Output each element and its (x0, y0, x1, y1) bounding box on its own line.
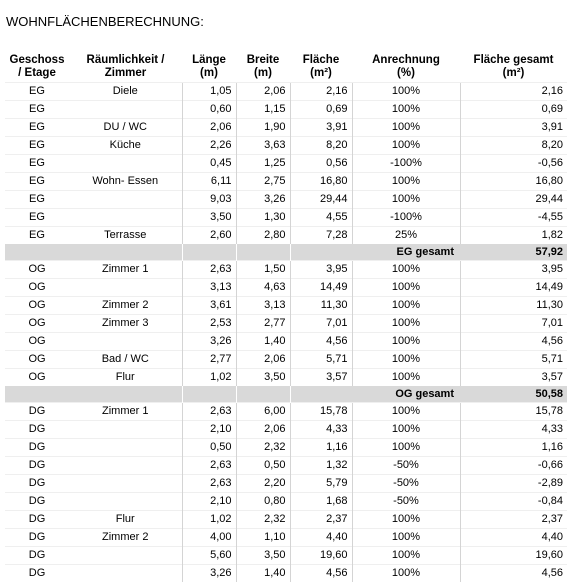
length-cell: 2,63 (182, 403, 236, 421)
total-area-cell: 14,49 (460, 279, 567, 297)
room-cell: Zimmer 2 (69, 297, 182, 315)
credit-percent-cell: 100% (352, 83, 460, 101)
table-header (5, 51, 567, 83)
floor-cell: DG (5, 403, 69, 421)
subtotal-row (5, 386, 567, 403)
credit-percent-cell: 100% (352, 439, 460, 457)
room-cell: DU / WC (69, 119, 182, 137)
area-cell: 0,69 (290, 101, 352, 119)
subtotal-spacer (290, 244, 352, 261)
table-row (5, 101, 567, 119)
width-cell: 3,63 (236, 137, 290, 155)
subtotal-spacer (182, 386, 236, 403)
subtotal-spacer (5, 244, 69, 261)
credit-percent-cell: 100% (352, 403, 460, 421)
credit-percent-cell: 100% (352, 547, 460, 565)
total-area-cell: 3,95 (460, 261, 567, 279)
length-cell: 2,63 (182, 261, 236, 279)
total-area-cell: 5,71 (460, 351, 567, 369)
width-cell: 2,32 (236, 439, 290, 457)
area-cell: 4,55 (290, 209, 352, 227)
width-cell: 1,40 (236, 565, 290, 582)
credit-percent-cell: 25% (352, 227, 460, 245)
subtotal-spacer (236, 244, 290, 261)
width-cell: 2,06 (236, 351, 290, 369)
width-cell: 6,00 (236, 403, 290, 421)
header-credit-percent: Anrechnung (%) (352, 51, 460, 83)
total-area-cell: 3,91 (460, 119, 567, 137)
floor-cell: EG (5, 155, 69, 173)
width-cell: 2,77 (236, 315, 290, 333)
total-area-cell: 2,37 (460, 511, 567, 529)
floor-cell: EG (5, 227, 69, 245)
area-cell: 1,16 (290, 439, 352, 457)
floor-cell: DG (5, 421, 69, 439)
area-cell: 8,20 (290, 137, 352, 155)
floor-cell: OG (5, 279, 69, 297)
subtotal-label: EG gesamt (352, 244, 460, 261)
floor-cell: EG (5, 137, 69, 155)
length-cell: 2,63 (182, 475, 236, 493)
table-row (5, 421, 567, 439)
credit-percent-cell: 100% (352, 297, 460, 315)
length-cell: 2,60 (182, 227, 236, 245)
floor-cell: DG (5, 475, 69, 493)
total-area-cell: 1,82 (460, 227, 567, 245)
width-cell: 2,06 (236, 421, 290, 439)
width-cell: 3,13 (236, 297, 290, 315)
credit-percent-cell: 100% (352, 511, 460, 529)
floor-cell: DG (5, 547, 69, 565)
floor-cell: DG (5, 511, 69, 529)
table-row (5, 511, 567, 529)
room-cell (69, 457, 182, 475)
table-row (5, 297, 567, 315)
table-body (5, 83, 567, 582)
width-cell: 1,10 (236, 529, 290, 547)
credit-percent-cell: -50% (352, 493, 460, 511)
width-cell: 1,30 (236, 209, 290, 227)
table-row (5, 565, 567, 582)
table-row (5, 279, 567, 297)
credit-percent-cell: -100% (352, 155, 460, 173)
credit-percent-cell: -50% (352, 475, 460, 493)
total-area-cell: 16,80 (460, 173, 567, 191)
width-cell: 3,50 (236, 369, 290, 387)
room-cell (69, 565, 182, 582)
length-cell: 4,00 (182, 529, 236, 547)
width-cell: 3,50 (236, 547, 290, 565)
subtotal-row (5, 244, 567, 261)
area-cell: 2,16 (290, 83, 352, 101)
room-cell (69, 191, 182, 209)
total-area-cell: 1,16 (460, 439, 567, 457)
room-cell (69, 547, 182, 565)
room-cell: Diele (69, 83, 182, 101)
total-area-cell: 4,40 (460, 529, 567, 547)
area-calculation-table (5, 51, 567, 582)
room-cell: Zimmer 1 (69, 403, 182, 421)
total-area-cell: 19,60 (460, 547, 567, 565)
credit-percent-cell: 100% (352, 279, 460, 297)
credit-percent-cell: 100% (352, 565, 460, 582)
length-cell: 3,13 (182, 279, 236, 297)
floor-cell: OG (5, 261, 69, 279)
floor-cell: DG (5, 457, 69, 475)
floor-cell: DG (5, 439, 69, 457)
subtotal-value: 50,58 (460, 386, 567, 403)
width-cell: 2,20 (236, 475, 290, 493)
length-cell: 0,60 (182, 101, 236, 119)
room-cell: Bad / WC (69, 351, 182, 369)
table-row (5, 439, 567, 457)
room-cell: Wohn- Essen (69, 173, 182, 191)
credit-percent-cell: 100% (352, 191, 460, 209)
floor-cell: EG (5, 83, 69, 101)
total-area-cell: 7,01 (460, 315, 567, 333)
room-cell (69, 279, 182, 297)
length-cell: 2,63 (182, 457, 236, 475)
credit-percent-cell: 100% (352, 351, 460, 369)
area-cell: 3,91 (290, 119, 352, 137)
length-cell: 2,53 (182, 315, 236, 333)
credit-percent-cell: 100% (352, 261, 460, 279)
area-cell: 4,56 (290, 333, 352, 351)
width-cell: 4,63 (236, 279, 290, 297)
width-cell: 1,50 (236, 261, 290, 279)
table-row (5, 119, 567, 137)
total-area-cell: 4,56 (460, 333, 567, 351)
subtotal-label: OG gesamt (352, 386, 460, 403)
credit-percent-cell: 100% (352, 137, 460, 155)
table-row (5, 403, 567, 421)
credit-percent-cell: 100% (352, 529, 460, 547)
area-cell: 19,60 (290, 547, 352, 565)
width-cell: 1,25 (236, 155, 290, 173)
area-cell: 7,28 (290, 227, 352, 245)
area-cell: 5,71 (290, 351, 352, 369)
width-cell: 2,06 (236, 83, 290, 101)
header-room: Räumlichkeit / Zimmer (69, 51, 182, 83)
subtotal-spacer (236, 386, 290, 403)
total-area-cell: 0,69 (460, 101, 567, 119)
area-cell: 5,79 (290, 475, 352, 493)
total-area-cell: 15,78 (460, 403, 567, 421)
area-cell: 4,40 (290, 529, 352, 547)
credit-percent-cell: 100% (352, 119, 460, 137)
table-row (5, 261, 567, 279)
table-row (5, 547, 567, 565)
room-cell: Zimmer 2 (69, 529, 182, 547)
total-area-cell: -2,89 (460, 475, 567, 493)
length-cell: 1,02 (182, 369, 236, 387)
total-area-cell: 4,33 (460, 421, 567, 439)
length-cell: 9,03 (182, 191, 236, 209)
area-cell: 2,37 (290, 511, 352, 529)
length-cell: 3,26 (182, 565, 236, 582)
area-cell: 29,44 (290, 191, 352, 209)
length-cell: 1,05 (182, 83, 236, 101)
room-cell (69, 333, 182, 351)
subtotal-spacer (69, 386, 182, 403)
room-cell (69, 421, 182, 439)
length-cell: 0,50 (182, 439, 236, 457)
credit-percent-cell: 100% (352, 101, 460, 119)
room-cell (69, 475, 182, 493)
width-cell: 1,15 (236, 101, 290, 119)
total-area-cell: 4,56 (460, 565, 567, 582)
header-area: Fläche (m²) (290, 51, 352, 83)
room-cell (69, 493, 182, 511)
area-cell: 16,80 (290, 173, 352, 191)
header-floor: Geschoss / Etage (5, 51, 69, 83)
table-row (5, 475, 567, 493)
area-cell: 4,33 (290, 421, 352, 439)
floor-cell: EG (5, 101, 69, 119)
length-cell: 0,45 (182, 155, 236, 173)
credit-percent-cell: 100% (352, 369, 460, 387)
table-row (5, 351, 567, 369)
room-cell (69, 439, 182, 457)
total-area-cell: 2,16 (460, 83, 567, 101)
table-row (5, 173, 567, 191)
floor-cell: EG (5, 173, 69, 191)
total-area-cell: -0,84 (460, 493, 567, 511)
table-row (5, 369, 567, 387)
table-row (5, 83, 567, 101)
area-cell: 1,32 (290, 457, 352, 475)
floor-cell: OG (5, 351, 69, 369)
room-cell (69, 209, 182, 227)
area-cell: 1,68 (290, 493, 352, 511)
table-row (5, 191, 567, 209)
floor-cell: OG (5, 315, 69, 333)
subtotal-spacer (182, 244, 236, 261)
floor-cell: DG (5, 529, 69, 547)
table-row (5, 333, 567, 351)
room-cell: Küche (69, 137, 182, 155)
length-cell: 2,10 (182, 421, 236, 439)
width-cell: 0,50 (236, 457, 290, 475)
header-width: Breite (m) (236, 51, 290, 83)
length-cell: 6,11 (182, 173, 236, 191)
length-cell: 2,26 (182, 137, 236, 155)
length-cell: 2,10 (182, 493, 236, 511)
header-row (5, 51, 567, 83)
credit-percent-cell: 100% (352, 315, 460, 333)
length-cell: 1,02 (182, 511, 236, 529)
total-area-cell: 11,30 (460, 297, 567, 315)
floor-cell: OG (5, 369, 69, 387)
credit-percent-cell: 100% (352, 333, 460, 351)
table-row (5, 227, 567, 245)
total-area-cell: 29,44 (460, 191, 567, 209)
width-cell: 0,80 (236, 493, 290, 511)
width-cell: 1,90 (236, 119, 290, 137)
subtotal-spacer (5, 386, 69, 403)
width-cell: 2,80 (236, 227, 290, 245)
floor-cell: OG (5, 333, 69, 351)
table-row (5, 457, 567, 475)
room-cell (69, 101, 182, 119)
room-cell: Terrasse (69, 227, 182, 245)
floor-cell: EG (5, 209, 69, 227)
floor-cell: EG (5, 119, 69, 137)
subtotal-spacer (69, 244, 182, 261)
credit-percent-cell: -50% (352, 457, 460, 475)
subtotal-spacer (290, 386, 352, 403)
width-cell: 2,32 (236, 511, 290, 529)
area-cell: 4,56 (290, 565, 352, 582)
total-area-cell: 3,57 (460, 369, 567, 387)
floor-cell: DG (5, 493, 69, 511)
area-cell: 14,49 (290, 279, 352, 297)
room-cell: Flur (69, 511, 182, 529)
table-row (5, 155, 567, 173)
room-cell: Zimmer 3 (69, 315, 182, 333)
header-length: Länge (m) (182, 51, 236, 83)
document-title: WOHNFLÄCHENBERECHNUNG: (6, 14, 204, 29)
total-area-cell: -4,55 (460, 209, 567, 227)
area-cell: 0,56 (290, 155, 352, 173)
table-row (5, 137, 567, 155)
subtotal-value: 57,92 (460, 244, 567, 261)
total-area-cell: -0,56 (460, 155, 567, 173)
floor-cell: EG (5, 191, 69, 209)
room-cell: Flur (69, 369, 182, 387)
table-row (5, 315, 567, 333)
table-row (5, 493, 567, 511)
floor-cell: OG (5, 297, 69, 315)
length-cell: 3,50 (182, 209, 236, 227)
length-cell: 3,26 (182, 333, 236, 351)
area-cell: 7,01 (290, 315, 352, 333)
length-cell: 2,06 (182, 119, 236, 137)
area-cell: 3,57 (290, 369, 352, 387)
floor-cell: DG (5, 565, 69, 582)
width-cell: 1,40 (236, 333, 290, 351)
table-row (5, 529, 567, 547)
width-cell: 2,75 (236, 173, 290, 191)
length-cell: 3,61 (182, 297, 236, 315)
width-cell: 3,26 (236, 191, 290, 209)
room-cell: Zimmer 1 (69, 261, 182, 279)
area-cell: 3,95 (290, 261, 352, 279)
length-cell: 2,77 (182, 351, 236, 369)
total-area-cell: -0,66 (460, 457, 567, 475)
length-cell: 5,60 (182, 547, 236, 565)
credit-percent-cell: -100% (352, 209, 460, 227)
credit-percent-cell: 100% (352, 173, 460, 191)
header-total-area: Fläche gesamt (m²) (460, 51, 567, 83)
total-area-cell: 8,20 (460, 137, 567, 155)
table-row (5, 209, 567, 227)
credit-percent-cell: 100% (352, 421, 460, 439)
room-cell (69, 155, 182, 173)
area-cell: 11,30 (290, 297, 352, 315)
area-cell: 15,78 (290, 403, 352, 421)
